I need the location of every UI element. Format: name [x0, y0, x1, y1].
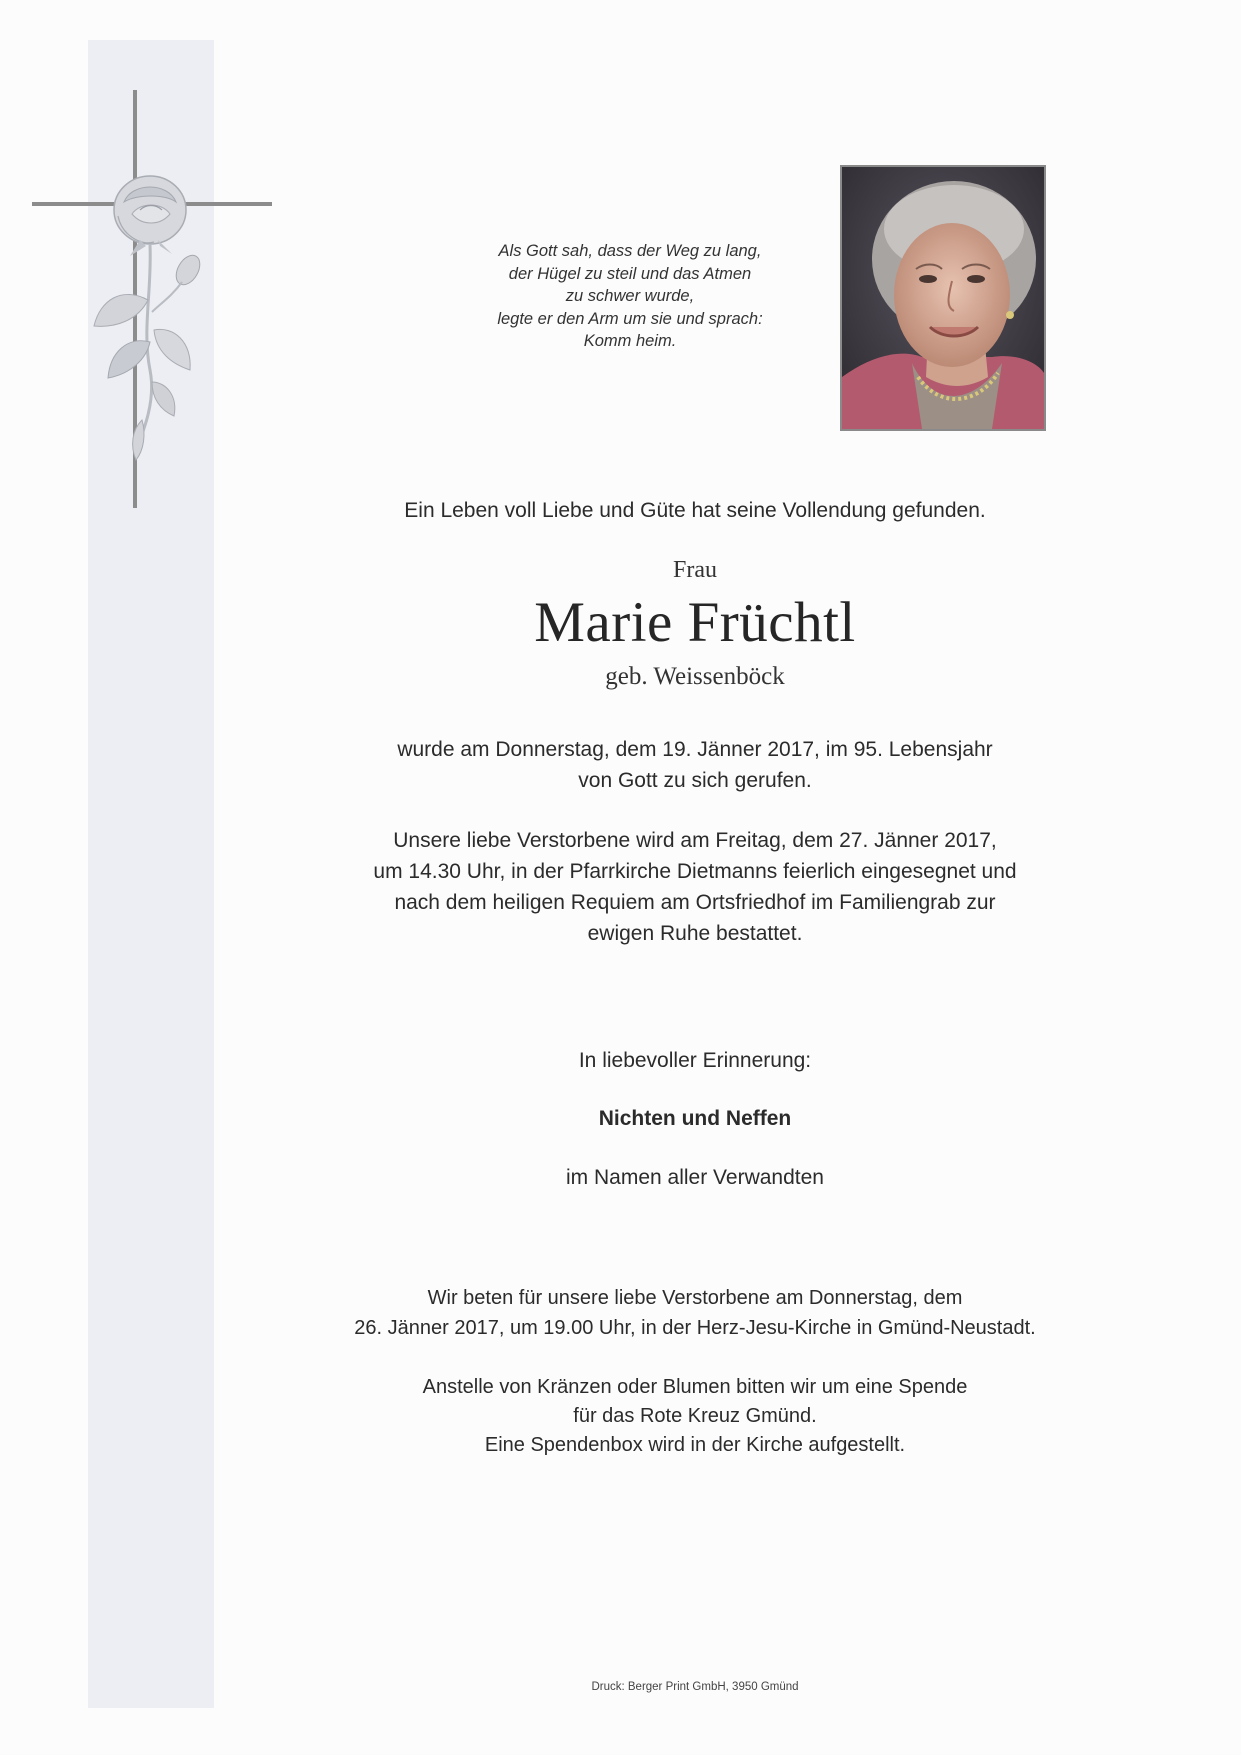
funeral-line: nach dem heiligen Requiem am Ortsfriedhof im Familiengrab zur — [394, 891, 996, 914]
prayer-info — [240, 1283, 1150, 1343]
funeral-info — [240, 825, 1150, 949]
portrait-image — [842, 167, 1044, 429]
prayer-line: Wir beten für unsere liebe Verstorbene am Donnerstag, dem — [427, 1287, 963, 1309]
poem-line: Komm heim. — [583, 332, 677, 350]
donation-line: für das Rote Kreuz Gmünd. — [573, 1405, 817, 1427]
poem-line: legte er den Arm um sie und sprach: — [497, 309, 763, 328]
donation-line: Anstelle von Kränzen oder Blumen bitten wir um eine Spende — [422, 1376, 968, 1398]
deceased-title: Frau — [673, 557, 717, 583]
mourners: Nichten und Neffen — [598, 1107, 792, 1130]
printer-credit: Druck: Berger Print GmbH, 3950 Gmünd — [591, 1681, 799, 1693]
donation-line: Eine Spendenbox wird in der Kirche aufgestellt. — [484, 1434, 906, 1456]
funeral-line: um 14.30 Uhr, in der Pfarrkirche Dietmanns feierlich eingesegnet und — [373, 860, 1017, 883]
relatives: im Namen aller Verwandten — [566, 1166, 824, 1189]
motto: Ein Leben voll Liebe und Güte hat seine Vollendung gefunden. — [404, 499, 986, 522]
poem-line: Als Gott sah, dass der Weg zu lang, — [498, 242, 762, 260]
prayer-line: 26. Jänner 2017, um 19.00 Uhr, in der Herz-Jesu-Kirche in Gmünd-Neustadt. — [354, 1317, 1036, 1339]
deceased-name: Marie Früchtl — [534, 591, 856, 654]
memory-intro: In liebevoller Erinnerung: — [578, 1049, 812, 1072]
poem — [470, 240, 790, 353]
funeral-line: Unsere liebe Verstorbene wird am Freitag, dem 27. Jänner 2017, — [393, 829, 997, 852]
funeral-line: ewigen Ruhe bestattet. — [587, 922, 803, 945]
donation-info — [240, 1373, 1150, 1460]
poem-line: zu schwer wurde, — [565, 287, 695, 305]
death-notice-line: von Gott zu sich gerufen. — [578, 769, 812, 792]
poem-line: der Hügel zu steil und das Atmen — [508, 264, 752, 283]
cross-with-rose-icon — [32, 90, 272, 510]
birth-name: geb. Weissenböck — [605, 663, 785, 690]
death-notice — [240, 734, 1150, 796]
portrait-photo — [840, 165, 1046, 431]
death-notice-line: wurde am Donnerstag, dem 19. Jänner 2017, im 95. Lebensjahr — [397, 738, 993, 761]
